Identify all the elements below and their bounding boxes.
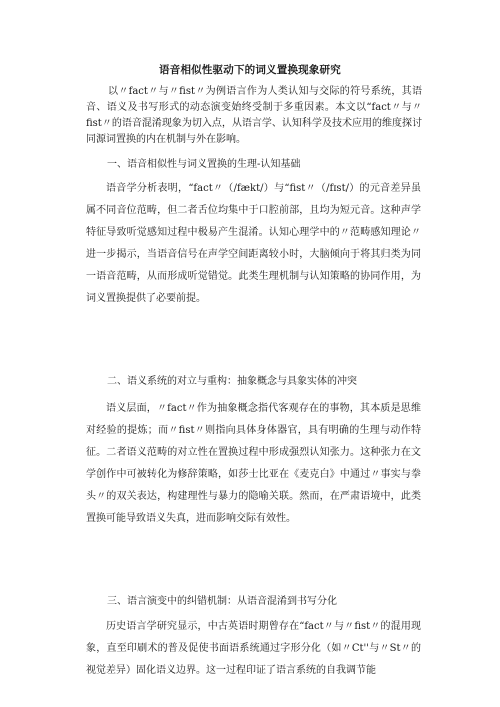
abstract-paragraph: 以〃fact〃与〃fist〃为例语言作为人类认知与交际的符号系统，其语音、语义及书写形式的动态演变始终受制于多重因素。本文以“fact〃与〃fist〃的语音混淆现象为切入点，从语言学、认知科学及技术应用的维度探讨同源词置换的内在机制与外在影响。: [86, 86, 422, 145]
section-2-heading: 二、语义系统的对立与重构：抽象概念与具象实体的冲突: [107, 376, 357, 387]
section-3-heading: 三、语言演变中的纠错机制：从语音混淆到书写分化: [107, 596, 337, 607]
section-3-paragraph: 历史语言学研究显示，中古英语时期曾存在“fact〃与〃fist〃的混用现象，直至印刷术的普及促使书面语系统通过字形分化（如〃Ct''与〃St〃的视觉差异）固化语义边界。这一过程印证了语言系统的自我调节能: [86, 621, 421, 676]
section-1-heading: 一、语音相似性与词义置换的生理-认知基础: [107, 159, 301, 170]
section-1-paragraph: 语音学分析表明，“fact〃（/fækt/）与“fist〃（/fɪst/）的元音差异虽属不同音位范畴，但二者舌位均集中于口腔前部，且均为短元音。这种声学特征导致听觉感知过程中极易产生混淆。认知心理学中的〃范畴感知理论〃进一步揭示，当语音信号在声学空间距离较小时，大脑倾向于将其归类为同一语音范畴，从而形成听觉错觉。此类生理机制与认知策略的协同作用，为词义置换提供了必要前提。: [86, 183, 421, 304]
document-title: 语音相似性驱动下的词义置换现象研究: [159, 64, 341, 76]
section-2-paragraph: 语义层面，〃fact〃作为抽象概念指代客观存在的事物，其本质是思维对经验的提炼；而〃fist〃则指向具体身体器官，具有明确的生理与动作特征。二者语义范畴的对立性在置换过程中形成强烈认知张力。这种张力在文学创作中可被转化为修辞策略，如莎士比亚在《麦克白》中通过〃事实与拳头〃的双关表达，构建理性与暴力的隐喻关联。然而，在严肃语境中，此类置换可能导致语义失真，进而影响交际有效性。: [86, 403, 421, 524]
